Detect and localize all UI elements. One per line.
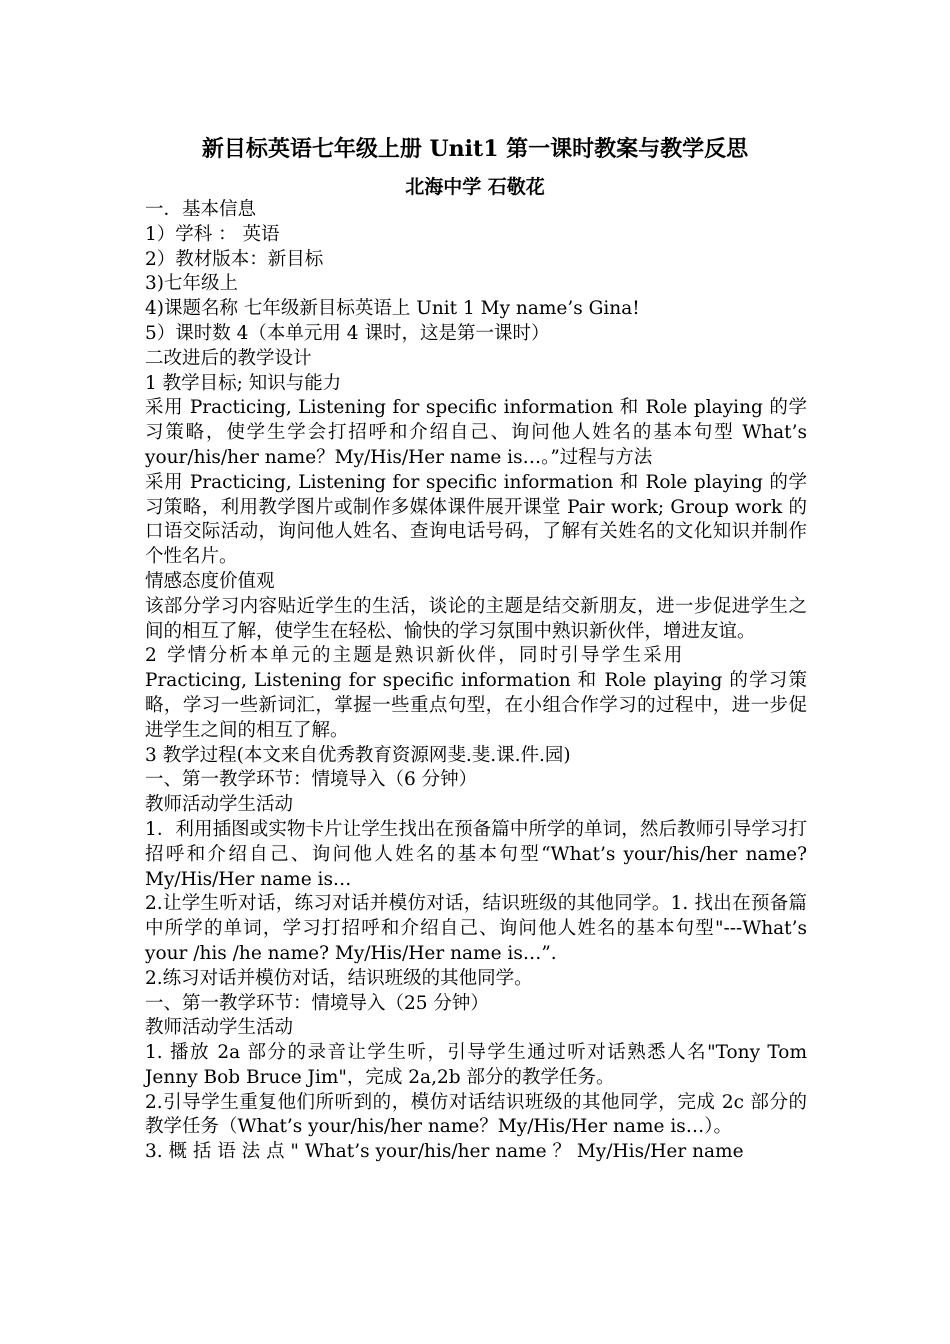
- info-textbook-version: 2）教材版本：新目标: [145, 248, 324, 270]
- activity-label: 教师活动学生活动: [145, 1017, 294, 1039]
- info-lesson-title: 4)课题名称 七年级新目标英语上 Unit 1 My name’s Gina!: [145, 298, 640, 320]
- learner-analysis-line: 2 学情分析本单元的主题是熟识新伙伴，同时引导学生采用: [145, 645, 685, 667]
- paragraph-process-method: 采用 Practicing, Listening for specific information 和 Role playing 的学习策略，利用教学图片或制作多媒体课件展开课堂 Pair work; Group work 的口语交际活动，询问他人姓名、查询电话号码，了解有关姓名的文化知识并制作个性名片。: [145, 471, 807, 568]
- section-heading-design: 二改进后的教学设计: [145, 347, 312, 369]
- paragraph-learner-analysis: Practicing, Listening for specific information 和 Role playing 的学习策略，学习一些新词汇，掌握一些重点句型，在小组合作学习的过程中，进一步促进学生之间的相互了解。: [145, 670, 807, 741]
- paragraph-stage-one-practice: 2.练习对话并模仿对话，结识班级的其他同学。: [145, 967, 533, 989]
- stage-two-heading: 一、第一教学环节：情境导入（25 分钟）: [145, 992, 489, 1014]
- activity-label: 教师活动学生活动: [145, 794, 294, 816]
- info-subject: 1）学科 ： 英语: [145, 223, 280, 245]
- section-heading-basic-info: 一．基本信息: [145, 199, 257, 220]
- document-author: 北海中学 石敬花: [405, 176, 545, 198]
- paragraph-stage-two-step-2: 2.引导学生重复他们所听到的，模仿对话结识班级的其他同学，完成 2c 部分的教学任务（What’s your/his/her name？My/His/Her name is…）。: [145, 1091, 807, 1138]
- document-title: 新目标英语七年级上册 Unit1 第一课时教案与教学反思: [201, 136, 749, 162]
- objectives-heading: 1 教学目标; 知识与能力: [145, 372, 342, 394]
- document-body: [145, 198, 807, 1165]
- stage-one-heading: 一、第一教学环节：情境导入（6 分钟）: [145, 769, 478, 791]
- paragraph-stage-two-step-1: 1. 播放 2a 部分的录音让学生听，引导学生通过听对话熟悉人名"Tony Tom Jenny Bob Bruce Jim"，完成 2a,2b 部分的教学任务。: [145, 1042, 807, 1088]
- info-lesson-count: 5）课时数 4（本单元用 4 课时，这是第一课时）: [145, 322, 550, 344]
- info-grade: 3)七年级上: [145, 273, 238, 295]
- values-heading: 情感态度价值观: [145, 570, 275, 592]
- paragraph-knowledge-ability: 采用 Practicing, Listening for specific information 和 Role playing 的学习策略，使学生学会打招呼和介绍自己、询问他人姓名的基本句型 What’s your/his/her name？My/His/Her name is…。”过程与方法: [145, 397, 807, 468]
- paragraph-stage-one-step-2: 2.让学生听对话，练习对话并模仿对话，结识班级的其他同学。1. 找出在预备篇中所学的单词，学习打招呼和介绍自己、询问他人姓名的基本句型"---What’s your /his /he name? My/His/Her name is…”.: [145, 893, 807, 964]
- paragraph-values: 该部分学习内容贴近学生的生活，谈论的主题是结交新朋友，进一步促进学生之间的相互了解，使学生在轻松、愉快的学习氛围中熟识新伙伴，增进友谊。: [145, 595, 807, 642]
- paragraph-stage-two-step-3: 3. 概 括 语 法 点 " What’s your/his/her name ？ My/His/Her name: [145, 1141, 744, 1163]
- teaching-process-heading: 3 教学过程(本文来自优秀教育资源网斐.斐.课.件.园): [145, 744, 571, 766]
- paragraph-stage-one-step-1: 1．利用插图或实物卡片让学生找出在预备篇中所学的单词，然后教师引导学习打招呼和介绍自己、询问他人姓名的基本句型“What’s your/his/her name? My/His/Her name is…: [145, 818, 807, 890]
